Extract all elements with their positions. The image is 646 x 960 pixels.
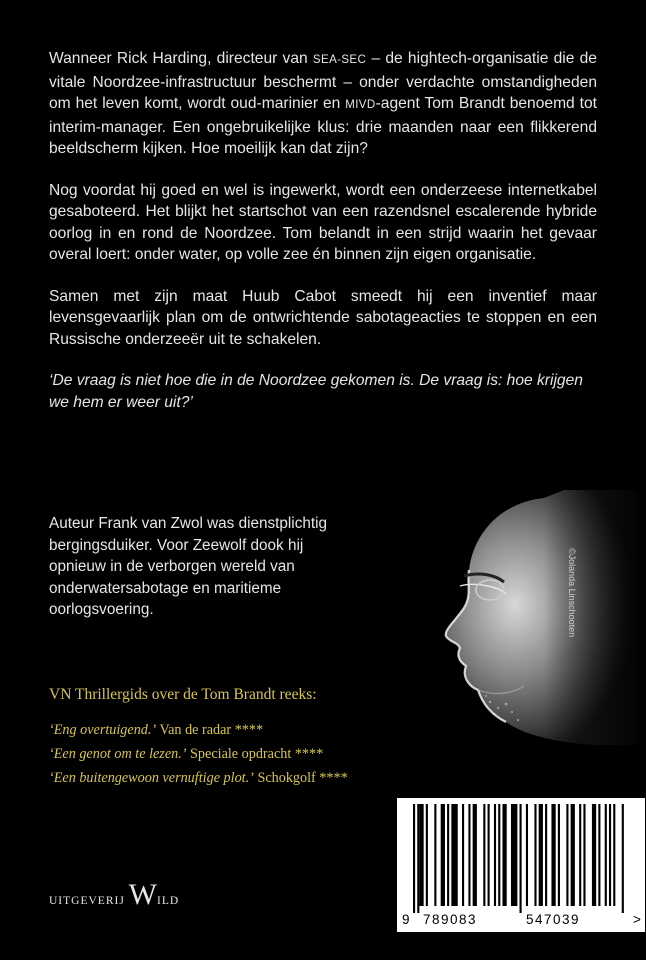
publisher-w: W — [128, 878, 157, 911]
blurb-paragraph-1 — [49, 48, 597, 160]
barcode-bar — [622, 804, 624, 913]
barcode-bar — [451, 804, 457, 906]
review-quote: ‘Een genot om te lezen.’ — [49, 746, 187, 762]
blurb-p1-text-a: Wanneer Rick Harding, directeur van — [49, 50, 313, 67]
barcode-bar — [441, 804, 445, 906]
barcode-bar — [545, 804, 547, 906]
barcode-bar — [566, 804, 568, 906]
barcode-bar — [483, 804, 485, 906]
barcode-bar — [473, 804, 477, 906]
isbn-right-group: 547039 — [526, 912, 581, 927]
barcode-bar — [468, 804, 470, 906]
review-item — [49, 718, 409, 742]
barcode-bar — [609, 804, 611, 906]
barcode-bar — [605, 804, 607, 906]
barcode-bar — [583, 804, 585, 906]
barcode-bar — [571, 804, 575, 906]
isbn-left-group: 789083 — [423, 912, 478, 927]
review-item — [49, 766, 409, 790]
blurb-p1-text-c: -agent Tom Brandt benoemd tot interim-manager. Een ongebruikelijke klus: drie maanden naar een flikkerend beeldscherm kijken. Hoe moeilijk kan dat zijn? — [49, 95, 597, 157]
barcode-bar — [498, 804, 500, 906]
org-name: SEA-SEC — [312, 54, 367, 66]
review-book-title: Van de radar **** — [156, 722, 264, 738]
barcode-bar — [434, 804, 436, 906]
blurb — [49, 48, 597, 433]
blurb-paragraph-3: Samen met zijn maat Huub Cabot smeedt hij een inventief maar levensgevaarlijk plan om de ontwrichtende sabotageacties te stoppen en een Russische onderzeeër uit te schakelen. — [49, 287, 597, 348]
barcode-bar — [598, 804, 600, 906]
barcode-bar — [511, 804, 517, 906]
author-bio: Auteur Frank van Zwol was dienstplichtig bergingsduiker. Voor Zeewolf dook hij opnieuw in de verborgen wereld van onderwatersabotage en maritieme oorlogsvoering. — [49, 515, 328, 618]
author-portrait — [394, 490, 646, 745]
barcode-bar — [462, 804, 464, 906]
reviews-heading: VN Thrillergids over de Tom Brandt reeks: — [49, 686, 317, 703]
blurb-paragraph-2: Nog voordat hij goed en wel is ingewerkt, wordt een onderzeese internetkabel gesaboteerd. Het blijkt het startschot van een razendsnel escalerende hybride oorlog in en rond de Noordzee. Tom belandt in een strijd waarin het gevaar overal loert: onder water, op volle zee én binnen zijn eigen organisatie. — [49, 181, 597, 263]
barcode-bar — [534, 804, 536, 906]
agency-name: MIVD — [345, 99, 376, 111]
isbn-number — [399, 912, 645, 928]
barcode-bar — [426, 804, 428, 906]
reviews — [49, 686, 409, 790]
barcode-bar — [551, 804, 555, 906]
barcode-bar — [592, 804, 596, 906]
barcode-bar — [558, 804, 560, 906]
barcode-bar — [520, 804, 522, 913]
barcode-bar — [417, 804, 419, 913]
barcode-bar — [488, 804, 490, 906]
barcode-bar — [613, 804, 615, 906]
review-quote: ‘Een buitengewoon vernuftige plot.’ — [49, 770, 254, 786]
barcode-bar — [447, 804, 449, 906]
photo-credit: ©Jolanda Linschooten — [567, 548, 577, 638]
quiet-zone-arrow: > — [633, 912, 643, 927]
barcode-bar — [413, 804, 415, 913]
blurb-quote: ‘De vraag is niet hoe die in de Noordzee gekomen is. De vraag is: hoe krijgen we hem er weer uit?’ — [49, 372, 583, 411]
publisher-rest: ILD — [157, 895, 180, 907]
isbn-first-digit: 9 — [402, 912, 412, 927]
review-book-title: Speciale opdracht **** — [186, 746, 324, 762]
barcode-bars — [413, 804, 626, 913]
review-item — [49, 742, 409, 766]
publisher-prefix: UITGEVERIJ — [49, 895, 129, 907]
review-quote: ‘Eng overtuigend.’ — [49, 722, 157, 738]
publisher-logo — [49, 878, 179, 912]
barcode-bar — [579, 804, 581, 906]
barcode-bar — [502, 804, 506, 906]
barcode-bar — [494, 804, 496, 906]
barcode-bar — [526, 804, 528, 906]
barcode-bar — [419, 804, 423, 906]
isbn-barcode — [397, 798, 645, 932]
barcode-bar — [539, 804, 543, 906]
review-book-title: Schokgolf **** — [253, 770, 348, 786]
blurb-p1-text-b: – de hightech-organisatie die de vitale Noordzee-infrastructuur beschermt – onder verdachte omstandigheden om het leven komt, wordt oud-marinier en — [49, 50, 597, 112]
